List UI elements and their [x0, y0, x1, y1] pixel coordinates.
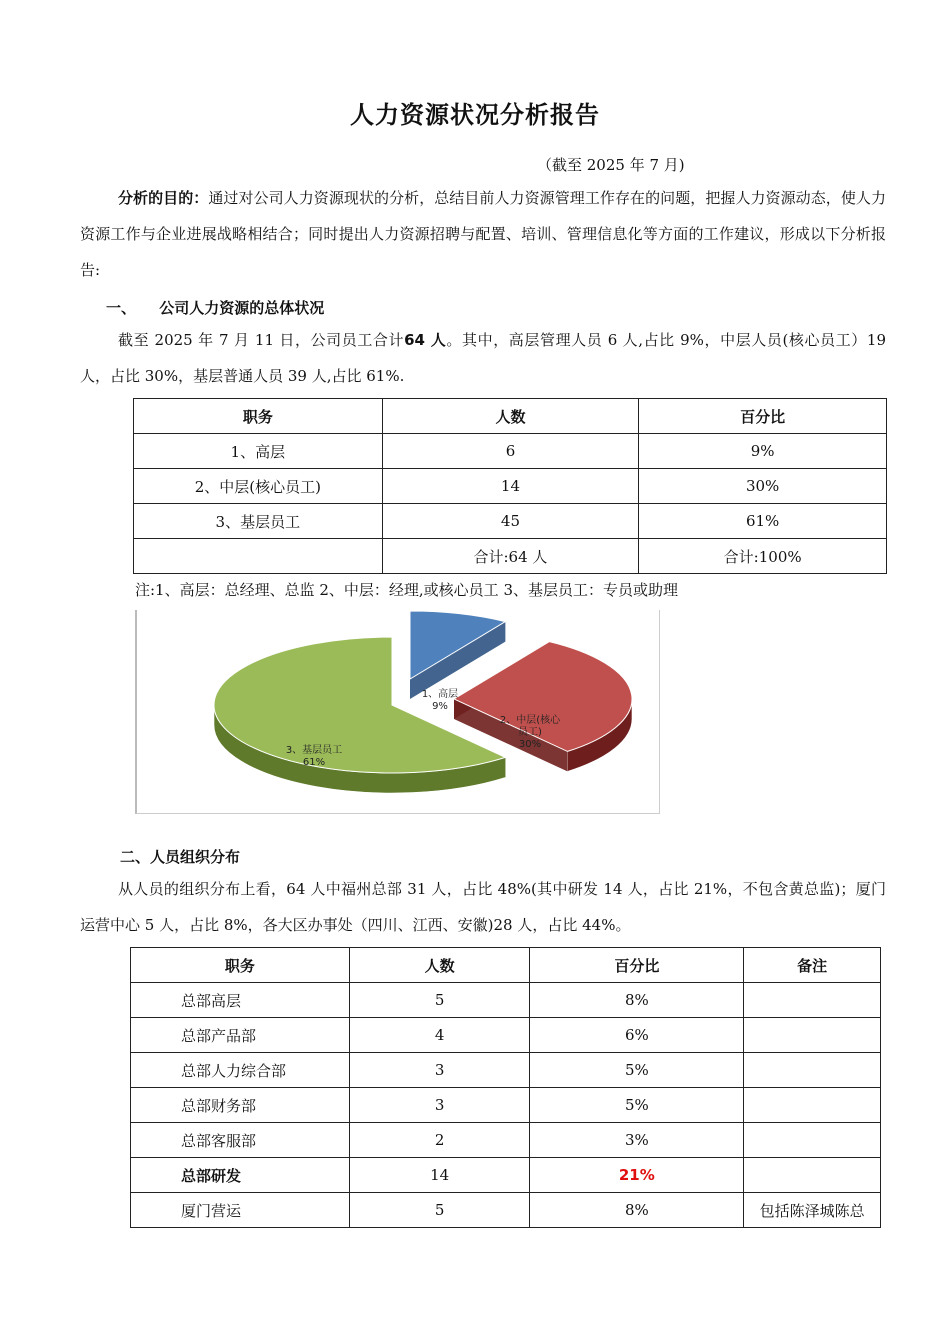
table-row	[131, 983, 881, 1018]
table-header-row	[134, 399, 887, 434]
cell-percent: 30%	[639, 469, 887, 504]
table-row	[134, 469, 887, 504]
cell-remark	[744, 1018, 881, 1053]
col-header-percent: 百分比	[639, 399, 887, 434]
table-row	[131, 1088, 881, 1123]
cell-percent: 8%	[530, 983, 744, 1018]
cell-department: 总部人力综合部	[131, 1053, 350, 1088]
section1-heading	[106, 297, 324, 318]
section1-paragraph	[80, 322, 886, 394]
cell-percent: 3%	[530, 1123, 744, 1158]
cell-count: 5	[349, 1193, 530, 1228]
page-title: 人力资源状况分析报告	[350, 101, 600, 129]
cell-count: 2	[349, 1123, 530, 1158]
cell-percent-total: 合计:100%	[639, 539, 887, 574]
cell-department: 总部财务部	[131, 1088, 350, 1123]
cell-position: 2、中层(核心员工)	[134, 469, 383, 504]
cell-remark: 包括陈泽城陈总	[744, 1193, 881, 1228]
cell-count: 3	[349, 1053, 530, 1088]
cell-count: 45	[382, 504, 639, 539]
pie-data-label: 3、基层员工	[285, 745, 343, 756]
cell-remark	[744, 1053, 881, 1088]
section1-title: 公司人力资源的总体状况	[159, 299, 325, 317]
cell-remark	[744, 1158, 881, 1193]
cell-percent: 9%	[639, 434, 887, 469]
pie-data-label: 61%	[302, 757, 326, 768]
table-row	[134, 504, 887, 539]
report-date: （截至 2025 年 7 月)	[537, 156, 685, 174]
col-header-remark: 备注	[744, 948, 881, 983]
pie-data-label: 2、中层(核心	[499, 715, 561, 726]
pie-data-label: 1、高层	[421, 689, 459, 700]
cell-position	[134, 539, 383, 574]
cell-department: 总部高层	[131, 983, 350, 1018]
section1-text-b: 。其中，高层管理人员 6 人,占比 9%，中层人员(核心员工）19 人，占比 30%，基层普通人员 39 人,占比 61%.	[80, 331, 886, 385]
pie-data-label: 员工)	[518, 727, 542, 738]
cell-percent: 8%	[530, 1193, 744, 1228]
cell-percent: 5%	[530, 1088, 744, 1123]
cell-department: 总部产品部	[131, 1018, 350, 1053]
cell-percent: 6%	[530, 1018, 744, 1053]
table-total-row	[134, 539, 887, 574]
section2-paragraph: 从人员的组织分布上看，64 人中福州总部 31 人，占比 48%(其中研发 14 人，占比 21%，不包含黄总监)；厦门运营中心 5 人，占比 8%，各大区办事处（四川、江西、安徽)28 人，占比 44%。	[80, 880, 886, 934]
cell-remark	[744, 1123, 881, 1158]
cell-department: 总部研发	[131, 1158, 350, 1193]
department-table	[130, 947, 881, 1228]
section2-heading: 二、人员组织分布	[120, 848, 241, 866]
cell-count: 14	[382, 469, 639, 504]
pie-chart-svg	[137, 610, 659, 813]
cell-count: 4	[349, 1018, 530, 1053]
pie-data-label: 30%	[518, 739, 542, 750]
table-note: 注:1、高层：总经理、总监 2、中层：经理,或核心员工 3、基层员工：专员或助理	[135, 581, 678, 599]
cell-count: 3	[349, 1088, 530, 1123]
level-table	[133, 398, 887, 574]
cell-department: 厦门营运	[131, 1193, 350, 1228]
table-row	[131, 1053, 881, 1088]
section1-total: 64 人	[404, 331, 447, 349]
table-row	[131, 1123, 881, 1158]
intro-text: 通过对公司人力资源现状的分析，总结目前人力资源管理工作存在的问题，把握人力资源动态，使人力资源工作与企业进展战略相结合；同时提出人力资源招聘与配置、培训、管理信息化等方面的工作建议，形成以下分析报告:	[80, 189, 886, 279]
col-header-count: 人数	[349, 948, 530, 983]
cell-remark	[744, 1088, 881, 1123]
cell-percent: 61%	[639, 504, 887, 539]
col-header-percent: 百分比	[530, 948, 744, 983]
table-row	[134, 434, 887, 469]
cell-percent: 5%	[530, 1053, 744, 1088]
cell-count-total: 合计:64 人	[382, 539, 639, 574]
section1-text-a: 截至 2025 年 7 月 11 日，公司员工合计	[118, 331, 405, 349]
cell-count: 6	[382, 434, 639, 469]
table-row	[131, 1018, 881, 1053]
col-header-position: 职务	[134, 399, 383, 434]
pie-chart	[135, 610, 660, 814]
pie-data-label: 9%	[432, 701, 448, 712]
cell-remark	[744, 983, 881, 1018]
cell-position: 1、高层	[134, 434, 383, 469]
table-row	[131, 1158, 881, 1193]
table-row	[131, 1193, 881, 1228]
intro-paragraph	[80, 180, 886, 288]
intro-label: 分析的目的：	[118, 189, 209, 207]
cell-position: 3、基层员工	[134, 504, 383, 539]
cell-department: 总部客服部	[131, 1123, 350, 1158]
cell-count: 14	[349, 1158, 530, 1193]
col-header-position: 职务	[131, 948, 350, 983]
cell-percent-highlight: 21%	[530, 1158, 744, 1193]
col-header-count: 人数	[382, 399, 639, 434]
section1-number: 一、	[106, 299, 137, 317]
pie-slice	[454, 642, 632, 752]
table-header-row	[131, 948, 881, 983]
cell-count: 5	[349, 983, 530, 1018]
